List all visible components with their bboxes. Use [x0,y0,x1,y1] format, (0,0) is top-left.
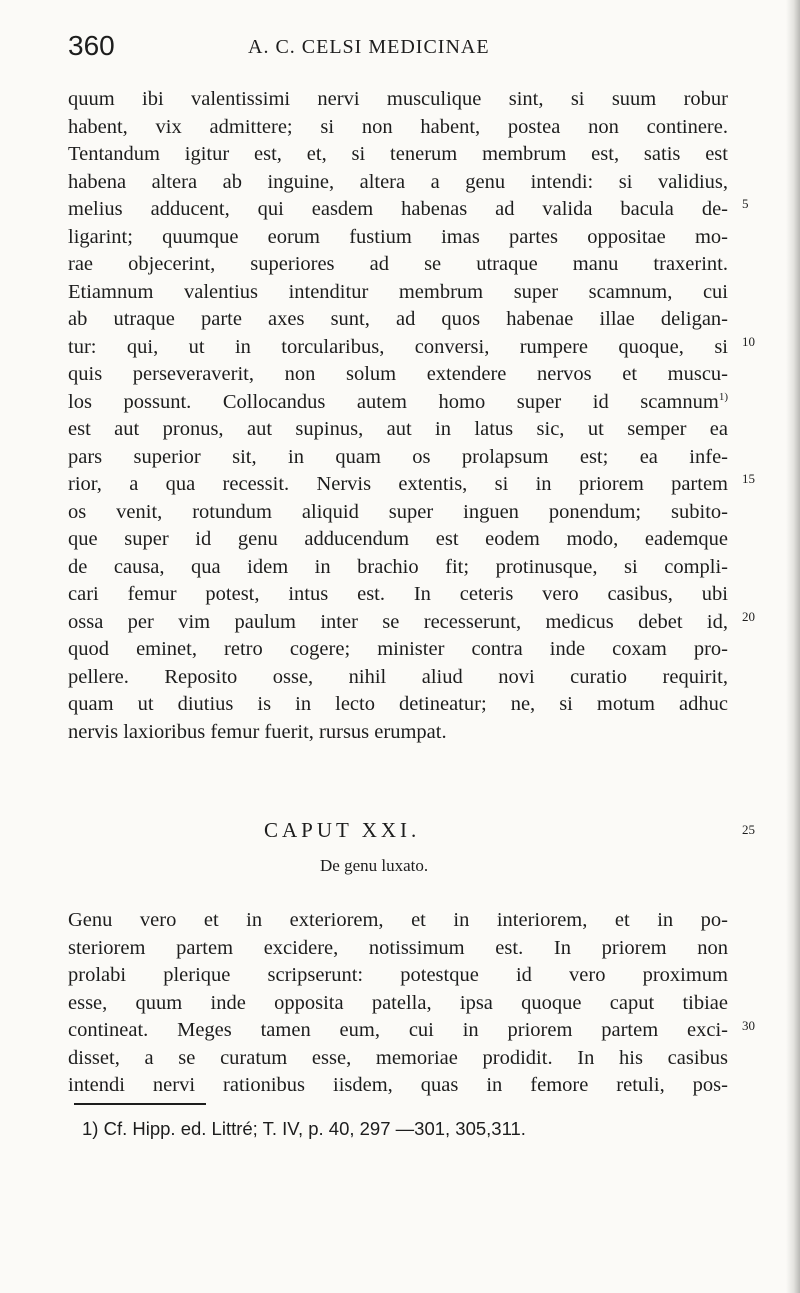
text-line: esse, quum inde opposita patella, ipsa quoque caput tibiae [68,991,728,1014]
text-line: habent, vix admittere; si non habent, postea non continere. [68,115,728,138]
line-number: 5 [742,196,749,211]
text-line: habena altera ab inguine, altera a genu intendi: si validius, [68,170,728,193]
text-line: os venit, rotundum aliquid super inguen ponendum; subito- [68,500,728,523]
text-line: tur: qui, ut in torcularibus, conversi, rumpere quoque, si [68,335,728,358]
text-line: contineat. Meges tamen eum, cui in priorem partem exci- [68,1019,728,1041]
text-line: de causa, qua idem in brachio fit; protinusque, si compli- [68,555,728,578]
line-number: 15 [742,471,755,486]
text-line: cari femur potest, intus est. In ceteris vero casibus, ubi [68,583,728,605]
text-line: prolabi plerique scripserunt: potestque id vero proximum [68,964,728,986]
footnote: 1) Cf. Hipp. ed. Littré; T. IV, p. 40, 297 —301, 305,311. [82,1118,526,1139]
chapter-paragraph [68,907,728,1100]
text-line: Genu vero et in exteriorem, et in interiorem, et in po- [68,909,728,931]
text-line: rior, a qua recessit. Nervis extentis, si in priorem partem [68,473,728,495]
text-line: ligarint; quumque eorum fustium imas partes oppositae mo- [68,225,728,248]
text-line: melius adducent, qui easdem habenas ad valida bacula de- [68,198,728,220]
page-edge-shadow [786,0,800,1293]
text-line: quod eminet, retro cogere; minister contra inde coxam pro- [68,638,728,660]
main-paragraph [68,86,728,746]
page-header [68,30,728,70]
text-line: pars superior sit, in quam os prolapsum est; ea infe- [68,445,728,468]
text-segment: los possunt. Collocandus autem homo super id scamnum [68,390,719,413]
text-line: pellere. Reposito osse, nihil aliud novi curatio requirit, [68,665,728,688]
text-line: ossa per vim paulum inter se recesserunt, medicus debet id, [68,610,728,633]
text-line: quis perseveraverit, non solum extendere nervos et muscu- [68,363,728,385]
text-line: steriorem partem excidere, notissimum est. In priorem non [68,936,728,959]
line-number: 20 [742,609,755,624]
text-line-with-footnote [68,389,728,417]
text-line: Tentandum igitur est, et, si tenerum membrum est, satis est [68,143,728,165]
text-line: rae objecerint, superiores ad se utraque manu traxerint. [68,253,728,275]
text-line: est aut pronus, aut supinus, aut in latus sic, ut semper ea [68,418,728,440]
text-line: quum ibi valentissimi nervi musculique sint, si suum robur [68,88,728,110]
text-line: Etiamnum valentius intenditur membrum super scamnum, cui [68,280,728,303]
text-line: ab utraque parte axes sunt, ad quos habenae illae deligan- [68,308,728,330]
text-line: nervis laxioribus femur fuerit, rursus erumpat. [68,720,447,743]
footnote-divider [74,1103,206,1105]
chapter-heading: CAPUT XXI. [264,818,421,842]
footnote-marker: 1) [718,390,728,403]
line-number: 30 [742,1018,755,1033]
line-number: 25 [742,822,755,837]
line-number: 10 [742,334,755,349]
text-line: disset, a se curatum esse, memoriae prodidit. In his casibus [68,1046,728,1069]
text-line: que super id genu adducendum est eodem modo, eademque [68,528,728,550]
chapter-subtitle: De genu luxato. [320,856,429,875]
page-number: 360 [68,30,115,61]
text-line: intendi nervi rationibus iisdem, quas in femore retuli, pos- [68,1074,728,1096]
text-line: quam ut diutius is in lecto detineatur; ne, si motum adhuc [68,693,728,715]
running-head: A. C. CELSI MEDICINAE [248,36,490,58]
